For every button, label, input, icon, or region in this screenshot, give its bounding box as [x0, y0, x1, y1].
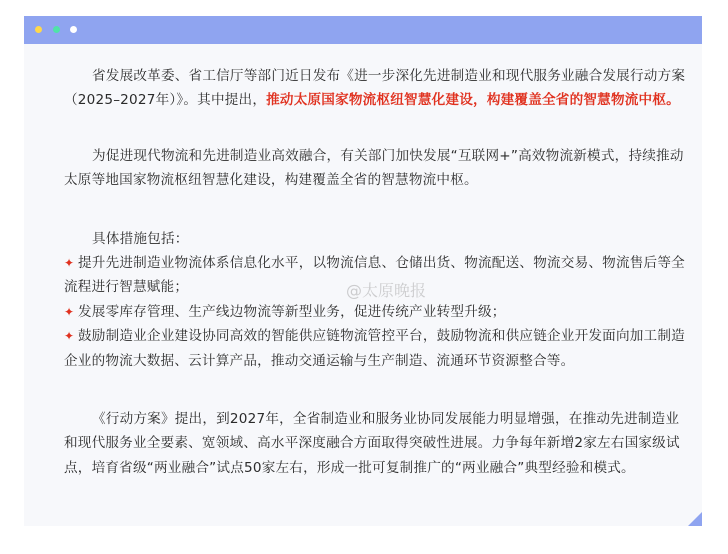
- paragraph-context: 为促进现代物流和先进制造业高效融合，有关部门加快发展“互联网+”高效物流新模式，持续推动太原等地国家物流枢纽智慧化建设，构建覆盖全省的智慧物流中枢。: [64, 147, 684, 189]
- white-dot-icon: [70, 26, 77, 33]
- paragraph-intro: [64, 64, 690, 113]
- green-dot-icon: [53, 26, 60, 33]
- paragraph-plan: 《行动方案》提出，到2027年，全省制造业和服务业协同发展能力明显增强，在推动先进制造业和现代服务业全要素、宽领域、高水平深度融合方面取得突破性进展。力争每年新增2家左右国家级试点，培育省级“两业融合”试点50家左右，形成一批可复制推广的“两业融合”典型经验和模式。: [64, 411, 680, 476]
- corner-fold-icon: [688, 512, 702, 526]
- measure-item: [64, 300, 690, 324]
- intro-text: 省发展改革委、省工信厅等部门近日发布《进一步深化先进制造业和现代服务业融合发展行动方案（2025–2027年）》。其中提出，: [64, 68, 686, 109]
- star-bullet-icon: ✦: [64, 304, 75, 319]
- watermark: @太原晚报: [346, 281, 427, 300]
- article-card: [24, 16, 702, 526]
- yellow-dot-icon: [35, 26, 42, 33]
- star-bullet-icon: ✦: [64, 329, 75, 344]
- measure-text: 鼓励制造业企业建设协同高效的智能供应链物流管控平台，鼓励物流和供应链企业开发面向加工制造企业的物流大数据、云计算产品，推动交通运输与生产制造、流通环节资源整合等。: [64, 328, 685, 369]
- window-titlebar: [24, 16, 702, 44]
- intro-highlight: 推动太原国家物流枢纽智慧化建设，构建覆盖全省的智慧物流中枢。: [266, 92, 680, 109]
- article-body: [64, 64, 690, 480]
- measures-heading: 具体措施包括：: [92, 230, 189, 247]
- measure-text: 提升先进制造业物流体系信息化水平，以物流信息、仓储出货、物流配送、物流交易、物流售后等全流程进行智慧赋能；: [64, 255, 685, 296]
- measure-text: 发展零库存管理、生产线边物流等新型业务，促进传统产业转型升级；: [78, 303, 506, 320]
- star-bullet-icon: ✦: [64, 256, 75, 271]
- measure-item: [64, 324, 690, 373]
